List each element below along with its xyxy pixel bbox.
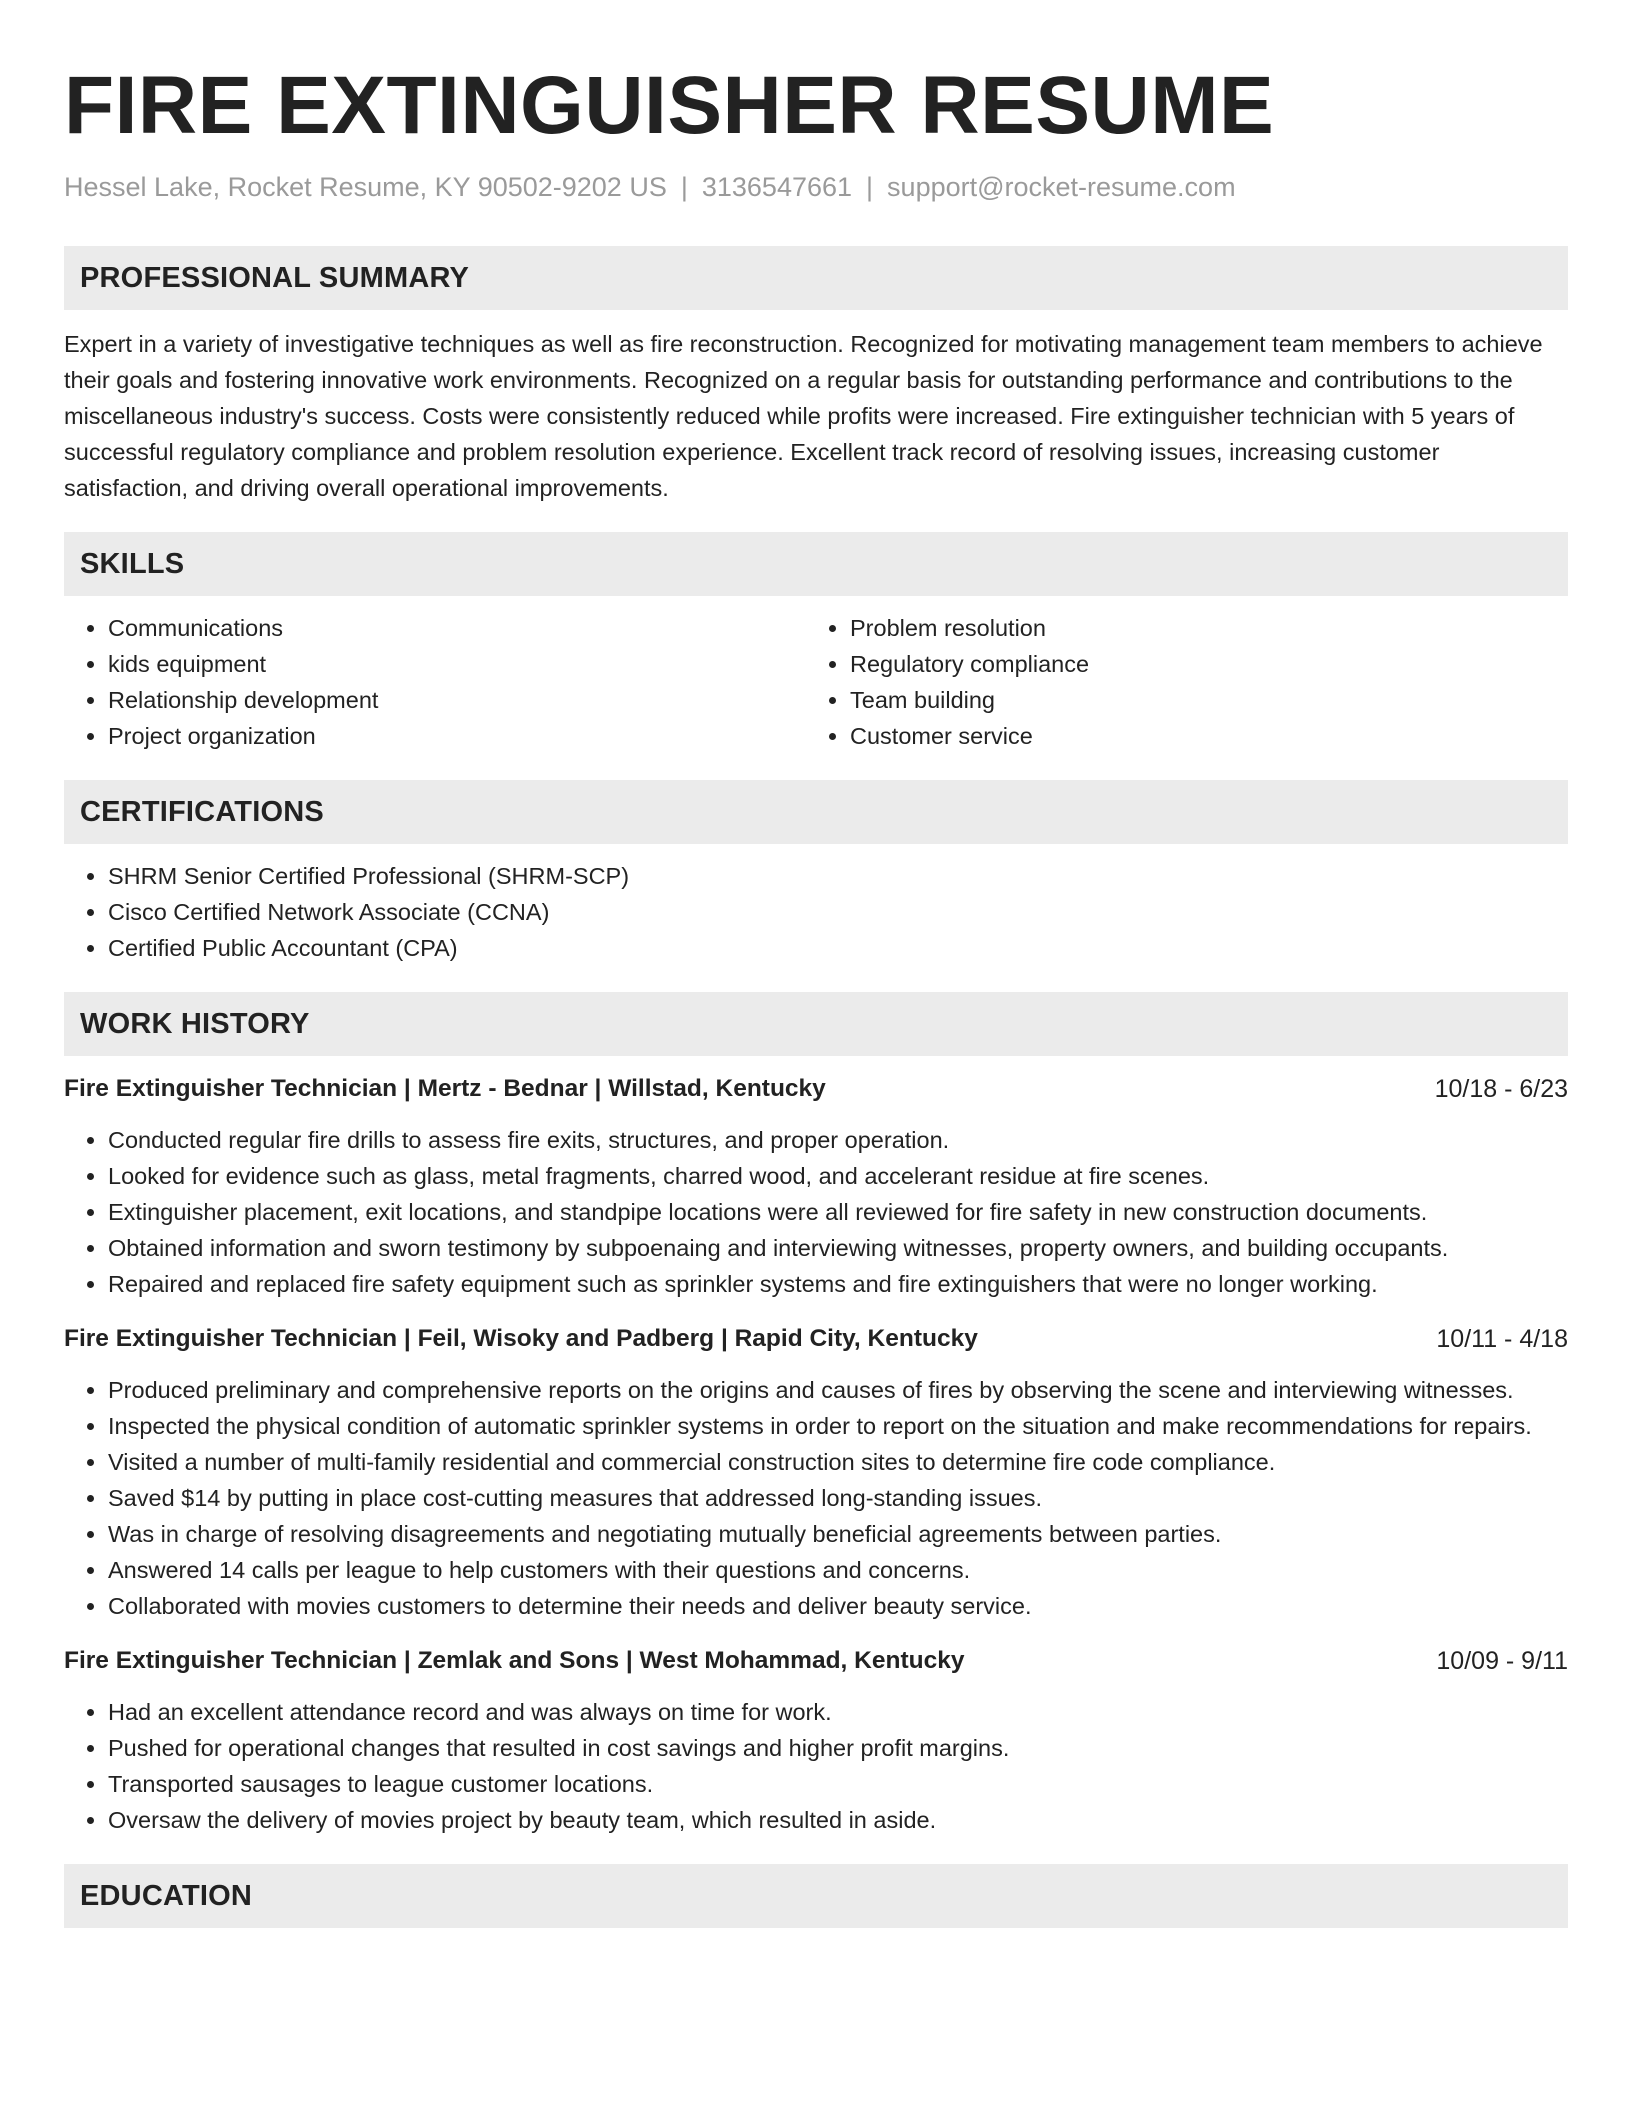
contact-phone: 3136547661 bbox=[701, 172, 853, 202]
certification-item: • Certified Public Accountant (CPA) bbox=[108, 930, 1568, 966]
contact-separator: | bbox=[866, 172, 874, 202]
skills-columns bbox=[64, 610, 1568, 754]
job-entry bbox=[64, 1072, 1568, 1302]
skill-item: • Communications bbox=[108, 610, 806, 646]
job-bullet: • Oversaw the delivery of movies project by beauty team, which resulted in aside. bbox=[108, 1802, 1568, 1838]
job-bullet: • Repaired and replaced fire safety equipment such as sprinkler systems and fire extinguishers that were no longer working. bbox=[108, 1266, 1568, 1302]
skill-item: • Relationship development bbox=[108, 682, 806, 718]
job-bullets bbox=[64, 1122, 1568, 1302]
skill-item: • Project organization bbox=[108, 718, 806, 754]
contact-email: support@rocket-resume.com bbox=[887, 172, 1236, 202]
summary-text: Expert in a variety of investigative techniques as well as fire reconstruction. Recognized for motivating management team members to achieve their goals and fostering innovative work environments. Recognized on a regular basis for outstanding performance and contributions to the miscellaneous industry's success. Costs were consistently reduced while profits were increased. Fire extinguisher technician with 5 years of successful regulatory compliance and problem resolution experience. Excellent track record of resolving issues, increasing customer satisfaction, and driving overall operational improvements. bbox=[64, 331, 1543, 501]
contact-address: Hessel Lake, Rocket Resume, KY 90502-9202 US bbox=[64, 172, 667, 202]
job-bullet: • Transported sausages to league customer locations. bbox=[108, 1766, 1568, 1802]
section-header-work-history: WORK HISTORY bbox=[64, 992, 1568, 1056]
job-bullets bbox=[64, 1372, 1568, 1624]
skill-item: • kids equipment bbox=[108, 646, 806, 682]
certification-item: • SHRM Senior Certified Professional (SHRM-SCP) bbox=[108, 858, 1568, 894]
job-entry bbox=[64, 1644, 1568, 1838]
job-bullet: • Visited a number of multi-family residential and commercial construction sites to determine fire code compliance. bbox=[108, 1444, 1568, 1480]
certification-item: • Cisco Certified Network Associate (CCNA) bbox=[108, 894, 1568, 930]
job-bullet: • Had an excellent attendance record and was always on time for work. bbox=[108, 1694, 1568, 1730]
job-title: Fire Extinguisher Technician | Mertz - Bednar | Willstad, Kentucky bbox=[64, 1075, 826, 1102]
certifications-list bbox=[64, 858, 1568, 966]
job-dates: 10/11 - 4/18 bbox=[1436, 1325, 1568, 1353]
job-title: Fire Extinguisher Technician | Feil, Wisoky and Padberg | Rapid City, Kentucky bbox=[64, 1325, 978, 1352]
job-bullet: • Looked for evidence such as glass, metal fragments, charred wood, and accelerant residue at fire scenes. bbox=[108, 1158, 1568, 1194]
job-bullet: • Pushed for operational changes that resulted in cost savings and higher profit margins. bbox=[108, 1730, 1568, 1766]
skill-item: • Customer service bbox=[850, 718, 1548, 754]
job-bullet: • Inspected the physical condition of automatic sprinkler systems in order to report on the situation and make recommendations for repairs. bbox=[108, 1408, 1568, 1444]
job-bullet: • Extinguisher placement, exit locations, and standpipe locations were all reviewed for fire safety in new construction documents. bbox=[108, 1194, 1568, 1230]
job-bullet: • Conducted regular fire drills to assess fire exits, structures, and proper operation. bbox=[108, 1122, 1568, 1158]
section-header-certifications: CERTIFICATIONS bbox=[64, 780, 1568, 844]
job-bullet: • Saved $14 by putting in place cost-cutting measures that addressed long-standing issues. bbox=[108, 1480, 1568, 1516]
job-bullets bbox=[64, 1694, 1568, 1838]
skill-item: • Problem resolution bbox=[850, 610, 1548, 646]
job-bullet: • Answered 14 calls per league to help customers with their questions and concerns. bbox=[108, 1552, 1568, 1588]
skills-list-right bbox=[806, 610, 1548, 754]
contact-separator: | bbox=[680, 172, 688, 202]
job-title: Fire Extinguisher Technician | Zemlak and Sons | West Mohammad, Kentucky bbox=[64, 1647, 965, 1674]
section-header-summary: PROFESSIONAL SUMMARY bbox=[64, 246, 1568, 310]
skill-item: • Team building bbox=[850, 682, 1548, 718]
section-header-skills: SKILLS bbox=[64, 532, 1568, 596]
skills-list-left bbox=[64, 610, 806, 754]
job-bullet: • Obtained information and sworn testimony by subpoenaing and interviewing witnesses, property owners, and building occupants. bbox=[108, 1230, 1568, 1266]
resume-page bbox=[64, 0, 1568, 1928]
job-bullet: • Collaborated with movies customers to determine their needs and deliver beauty service. bbox=[108, 1588, 1568, 1624]
skill-item: • Regulatory compliance bbox=[850, 646, 1548, 682]
job-dates: 10/09 - 9/11 bbox=[1436, 1647, 1568, 1675]
section-header-education: EDUCATION bbox=[64, 1864, 1568, 1928]
resume-title: FIRE EXTINGUISHER RESUME bbox=[64, 60, 1275, 151]
job-dates: 10/18 - 6/23 bbox=[1434, 1075, 1568, 1103]
job-bullet: • Produced preliminary and comprehensive reports on the origins and causes of fires by observing the scene and interviewing witnesses. bbox=[108, 1372, 1568, 1408]
contact-line bbox=[64, 170, 1568, 204]
job-entry bbox=[64, 1322, 1568, 1624]
job-bullet: • Was in charge of resolving disagreements and negotiating mutually beneficial agreements between parties. bbox=[108, 1516, 1568, 1552]
